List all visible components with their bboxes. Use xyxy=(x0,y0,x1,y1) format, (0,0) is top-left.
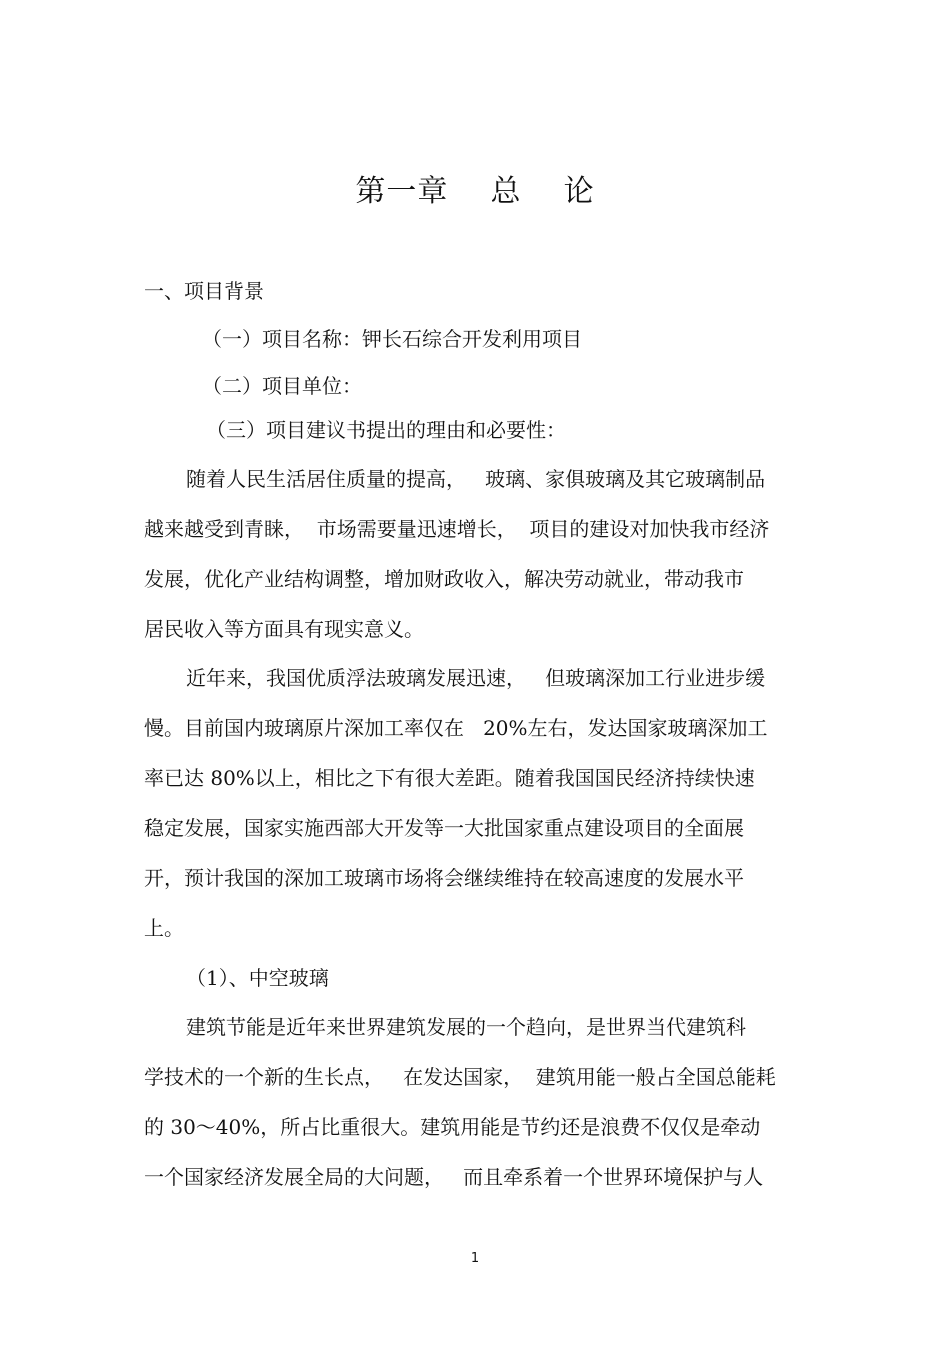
paragraph-line: 越来越受到青睐， 市场需要量迅速增长， 项目的建设对加快我市经济 xyxy=(144,517,770,541)
chapter-title: 第一章 总 论 xyxy=(355,174,595,209)
paragraph-line: 一个国家经济发展全局的大问题， 而且牵系着一个世界环境保护与人 xyxy=(144,1165,764,1189)
paragraph-line: 建筑节能是近年来世界建筑发展的一个趋向，是世界当代建筑科 xyxy=(186,1015,746,1039)
paragraph-line: 随着人民生活居住质量的提高， 玻璃、家俱玻璃及其它玻璃制品 xyxy=(186,467,766,491)
proposal-reason-line: （三）项目建议书提出的理由和必要性： xyxy=(206,418,566,442)
project-unit-line: （二）项目单位： xyxy=(202,374,362,398)
paragraph-line: 近年来，我国优质浮法玻璃发展迅速， 但玻璃深加工行业进步缓 xyxy=(186,666,766,690)
paragraph-line: 稳定发展，国家实施西部大开发等一大批国家重点建设项目的全面展 xyxy=(144,816,744,840)
page-number: 1 xyxy=(470,1251,480,1266)
project-name-line: （一）项目名称：钾长石综合开发利用项目 xyxy=(202,327,582,351)
paragraph-line: 的 30～40%，所占比重很大。建筑用能是节约还是浪费不仅仅是牵动 xyxy=(144,1115,761,1139)
section-heading: 一、项目背景 xyxy=(144,279,264,303)
paragraph-line: 上。 xyxy=(144,916,184,940)
paragraph-line: 学技术的一个新的生长点， 在发达国家， 建筑用能一般占全国总能耗 xyxy=(144,1065,776,1089)
paragraph-line: 开，预计我国的深加工玻璃市场将会继续维持在较高速度的发展水平 xyxy=(144,866,744,890)
paragraph-line: 居民收入等方面具有现实意义。 xyxy=(144,617,424,641)
subsection-heading: （1）、中空玻璃 xyxy=(186,966,329,990)
paragraph-line: 发展，优化产业结构调整，增加财政收入，解决劳动就业，带动我市 xyxy=(144,567,744,591)
paragraph-line: 率已达 80%以上，相比之下有很大差距。随着我国国民经济持续快速 xyxy=(144,766,755,790)
paragraph-line: 慢。目前国内玻璃原片深加工率仅在 20%左右，发达国家玻璃深加工 xyxy=(144,716,768,740)
